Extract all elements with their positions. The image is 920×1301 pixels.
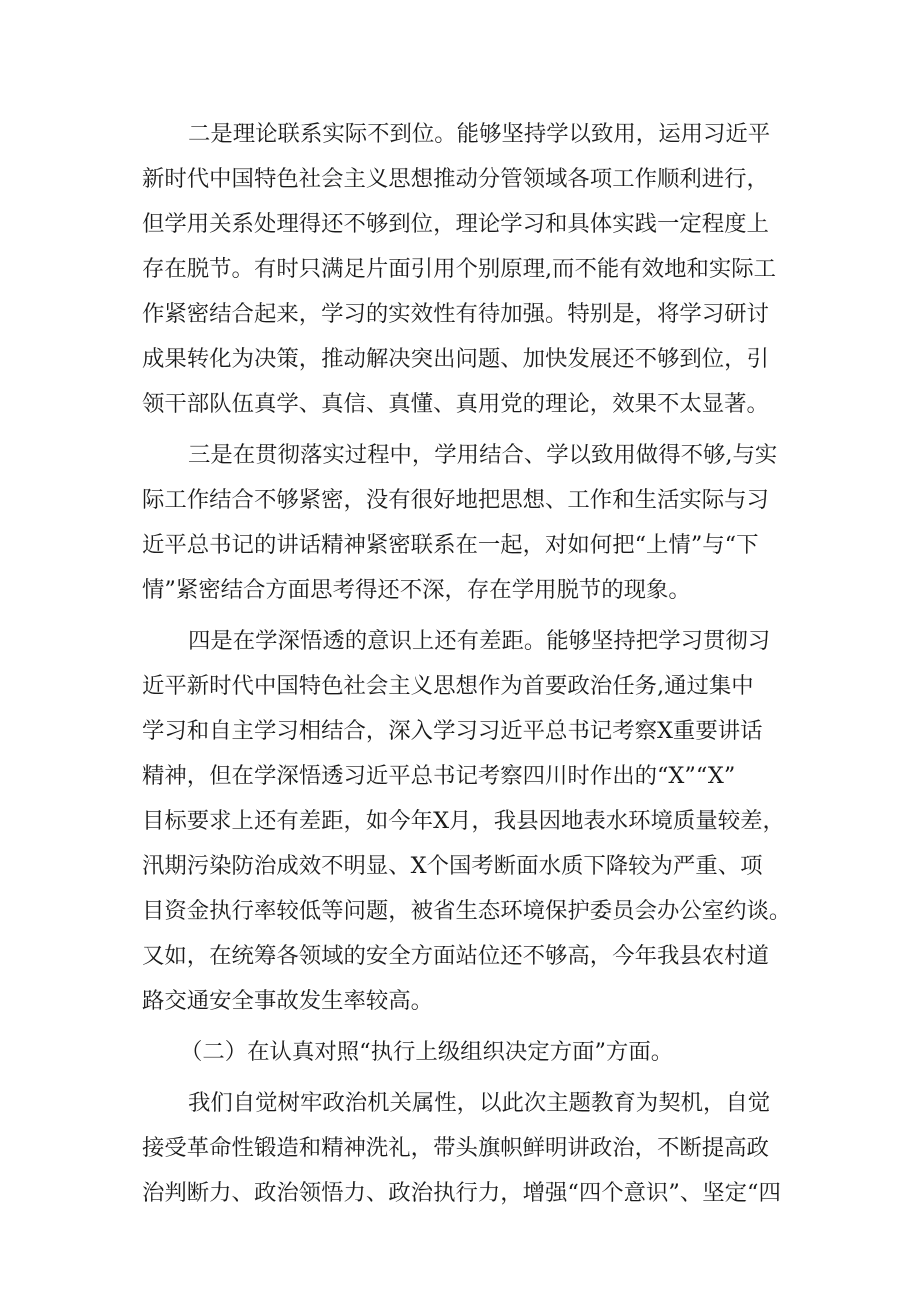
text-line: 二是理论联系实际不到位。能够坚持学以致用，运用习近平 xyxy=(188,121,771,147)
text-line: 但学用关系处理得还不够到位，理论学习和具体实践一定程度上 xyxy=(142,211,769,237)
text-line: 路交通安全事故发生率较高。 xyxy=(142,988,434,1014)
text-line: 我们自觉树牢政治机关属性，以此次主题教育为契机，自觉 xyxy=(188,1090,771,1116)
text-line: 作紧密结合起来，学习的实效性有待加强。特别是，将学习研讨 xyxy=(142,301,769,327)
text-line: 存在脱节。有时只满足片面引用个别原理,而不能有效地和实际工 xyxy=(142,256,777,282)
text-line: 新时代中国特色社会主义思想推动分管领域各项工作顺利进行， xyxy=(142,166,769,192)
text-line: 近平总书记的讲话精神紧密联系在一起，对如何把“上情”与“下 xyxy=(142,532,759,558)
heading-line: （二）在认真对照“执行上级组织决定方面”方面。 xyxy=(180,1039,674,1065)
text-line: 接受革命性锻造和精神洗礼，带头旗帜鲜明讲政治，不断提高政 xyxy=(142,1135,769,1161)
text-line: 际工作结合不够紧密，没有很好地把思想、工作和生活实际与习 xyxy=(142,487,769,513)
text-line: 又如，在统筹各领域的安全方面站位还不够高，今年我县农村道 xyxy=(142,943,769,969)
text-line: 治判断力、政治领悟力、政治执行力，增强“四个意识”、坚定“四 xyxy=(142,1180,781,1206)
text-line: 目标要求上还有差距，如今年X月，我县因地表水环境质量较差， xyxy=(142,808,785,834)
text-line: 近平新时代中国特色社会主义思想作为首要政治任务,通过集中 xyxy=(142,673,754,699)
text-line: 四是在学深悟透的意识上还有差距。能够坚持把学习贯彻习 xyxy=(188,628,771,654)
text-line: 情”紧密结合方面思考得还不深，存在学用脱节的现象。 xyxy=(142,577,691,603)
text-line: 学习和自主学习相结合，深入学习习近平总书记考察X重要讲话 xyxy=(142,718,763,744)
text-line: 汛期污染防治成效不明显、X个国考断面水质下降较为严重、项 xyxy=(142,853,763,879)
text-line: 成果转化为决策，推动解决突出问题、加快发展还不够到位，引 xyxy=(142,346,769,372)
text-line: 目资金执行率较低等问题，被省生态环境保护委员会办公室约谈。 xyxy=(142,898,792,924)
text-line: 精神，但在学深悟透习近平总书记考察四川时作出的“X”“X” xyxy=(142,763,736,789)
text-line: 三是在贯彻落实过程中，学用结合、学以致用做得不够,与实 xyxy=(188,442,778,468)
text-line: 领干部队伍真学、真信、真懂、真用党的理论，效果不太显著。 xyxy=(142,391,769,417)
